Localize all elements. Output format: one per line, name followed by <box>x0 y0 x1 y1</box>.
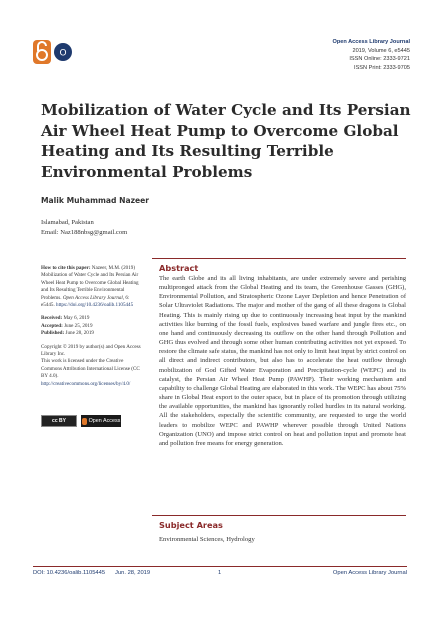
license-text: This work is licensed under the Creative Commons Attribution International License (CC BY 4.0). <box>41 358 140 380</box>
author-email[interactable]: Email: Naz188nbsg@gmail.com <box>41 229 128 237</box>
subject-areas-divider <box>152 515 406 516</box>
copyright-text: Copyright © 2019 by author(s) and Open Access Library Inc. <box>41 343 141 358</box>
accepted-label: Accepted: <box>41 322 63 329</box>
issn-online: ISSN Online: 2333-9721 <box>349 56 410 63</box>
received-label: Received: <box>41 315 63 322</box>
open-access-lock-icon <box>82 418 87 425</box>
cc-by-icon[interactable] <box>41 415 77 427</box>
open-access-badge-label: Open Access <box>88 418 121 424</box>
citation-text: Nazeer, M.M. (2019) Mobilization of Water Cycle and Its Persian Air Wheel Heat Pump to Overcome Global Heating and Its Resulting Terrible Environmental Problems. <box>41 265 139 301</box>
license-block <box>41 344 141 388</box>
citation-label: How to cite this paper: <box>41 265 91 271</box>
author-name: Malik Muhammad Nazeer <box>41 196 150 205</box>
journal-volume: 2019, Volume 6, e5445 <box>352 47 410 54</box>
accepted-date: June 25, 2019 <box>64 322 93 329</box>
footer-page-number: 1 <box>218 570 222 576</box>
cc-badge-label: cc BY <box>52 418 66 424</box>
footer-date: Jun. 28, 2019 <box>115 570 151 576</box>
published-label: Published: <box>41 330 65 337</box>
journal-info <box>332 38 410 72</box>
abstract-divider <box>152 258 406 259</box>
footer-divider <box>33 566 407 567</box>
abstract-text: The earth Globe and its all living inhabitants, are under extremely severe and perishing multipronged attack from the Global Heating and its team, the Greenhouse Gasses (GHG), Environmental Pollution, and Stratospheric Ozone Layer Depletion and hence Penetration of Solar Ultraviolet Radiations. The major and mother of the gang of all these dragons is Global Heating. This is mainly rising up due to continuously increasing heat input by the mankind activities like burning of the fossil fuels, explosives based warfare and jungle fires etc., on one hand and continuously decreasing its outflow on the other hand through Pollution and GHG thus evolved and through some other human contributing activities not yet exposed. To restore the climate safe status, the mankind has not only to limit heat input by strict control on all direct and indirect contributors, but also has to accelerate the heat outflow through mobilization of God Gifted Water Evaporation and Precipitation-cycle (WEPC) and its catalyst, the Persian Air Wheel Heat Pump (PAWHP). Their working mechanism and capability to challenge Global Heating are elaborated in this work. The WEPC has about 75% share in Global Heat export to the outer space, but in place of its promotion through utilizing the available opportunities, the mankind has ignorantly rolled hurdles in its natural working. All the stakeholders, especially the scientific community, are requested to urge the world leaders to mobilize WEPC and PAWHP wherever possible through United Nations Organization (UNO) and impose strict control on heat and pollution input and promote heat and pollution free means for energy generation. <box>159 275 406 447</box>
article-sidebar <box>41 265 141 394</box>
license-link[interactable]: http://creativecommons.org/licenses/by/4.0/ <box>41 380 131 387</box>
open-access-badge[interactable] <box>81 415 121 427</box>
issn-print: ISSN Print: 2333-9705 <box>354 64 410 71</box>
affiliation-location: Islamabad, Pakistan <box>41 219 94 226</box>
published-date: June 28, 2019 <box>65 330 94 337</box>
affiliation <box>41 218 127 238</box>
citation-doi-link[interactable]: https://doi.org/10.4236/oalib.1105445 <box>56 302 134 309</box>
abstract-heading: Abstract <box>159 263 199 273</box>
subject-areas-text: Environmental Sciences, Hydrology <box>159 536 255 543</box>
subject-areas-heading: Subject Areas <box>159 520 223 530</box>
footer-doi[interactable]: DOI: 10.4236/oalib.1105445 <box>33 570 106 576</box>
citation-block <box>41 265 141 309</box>
paper-title: Mobilization of Water Cycle and Its Persian Air Wheel Heat Pump to Overcome Global Heating and Its Resulting Terrible Environmental Problems <box>41 101 411 181</box>
svg-text:O: O <box>59 48 67 59</box>
license-badges <box>41 415 121 427</box>
open-access-logo-icon <box>33 40 73 64</box>
received-date: May 6, 2019 <box>63 315 90 322</box>
citation-journal: Open Access Library Journal, <box>62 294 125 301</box>
footer-journal: Open Access Library Journal <box>332 570 407 576</box>
citation-volume: 6: e5445. <box>41 294 130 309</box>
journal-name[interactable]: Open Access Library Journal <box>332 39 410 45</box>
dates-block <box>41 315 141 337</box>
